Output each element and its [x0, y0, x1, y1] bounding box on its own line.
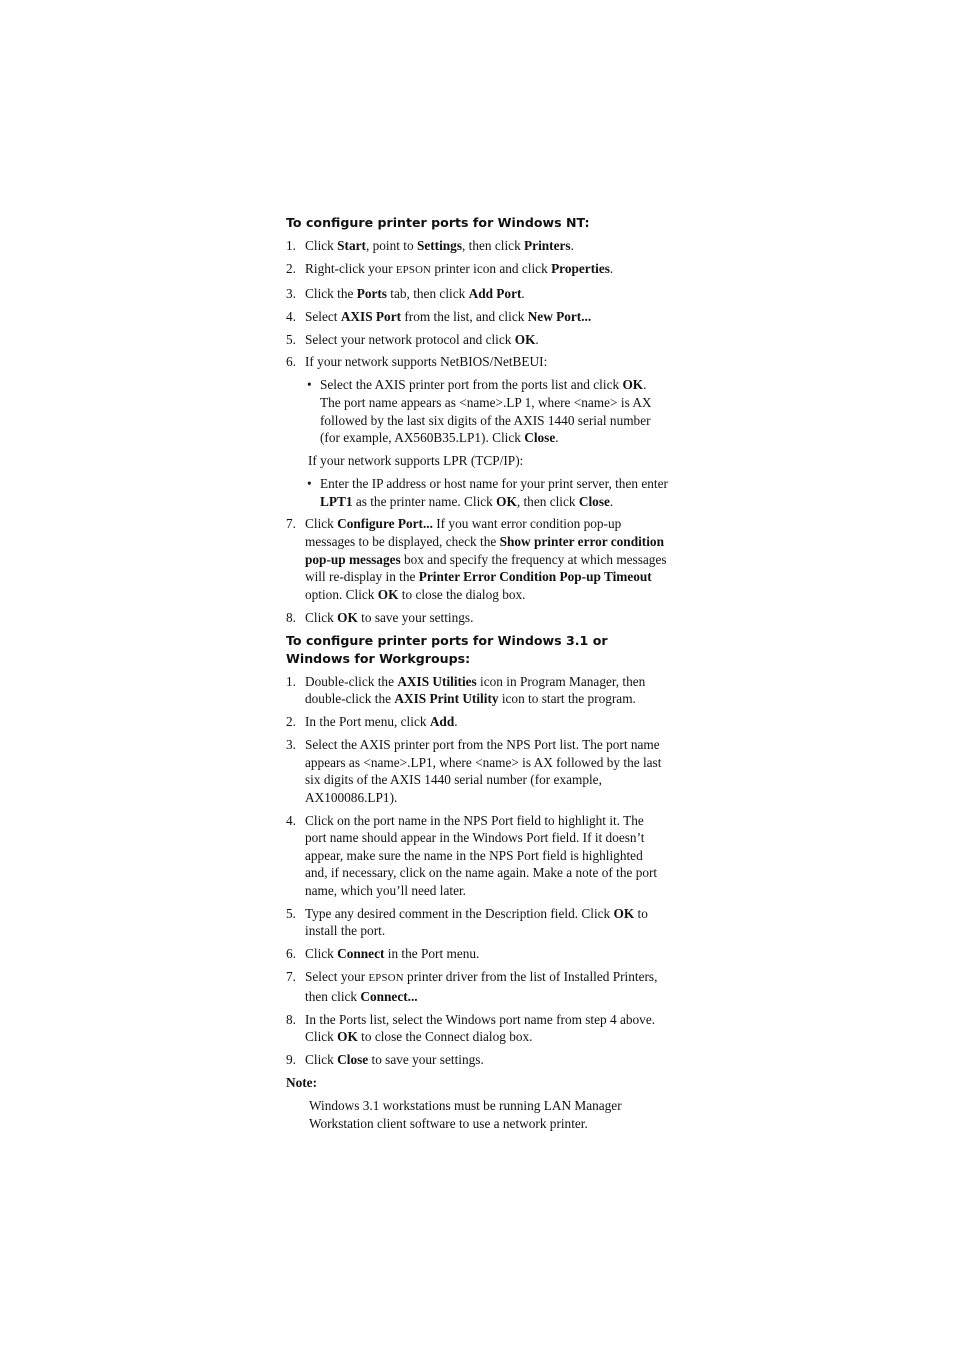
step-text: In the Ports list, select the Windows port name from step 4 above. Click: [305, 1011, 656, 1045]
ui-term: OK: [337, 1029, 358, 1045]
ui-term: OK: [377, 586, 399, 602]
bullet-text: .: [609, 493, 614, 509]
step-item: [286, 237, 668, 255]
step-text: Select your: [305, 969, 369, 985]
step-number: 1.: [286, 673, 296, 689]
step-item: [286, 812, 668, 900]
step-text: , then click: [462, 238, 525, 253]
ui-term: OK: [496, 493, 517, 509]
step-number: 6.: [286, 946, 296, 962]
step-text: from the list, and click: [401, 308, 528, 324]
step-text: Right-click your: [305, 260, 396, 276]
ui-term: Close: [578, 493, 610, 509]
step-text: box and specify the frequency at which messages will re-display in the: [305, 551, 667, 585]
section-heading-windows-31: [286, 632, 668, 668]
step-text: Click: [305, 1052, 338, 1068]
ui-term: Ports: [356, 285, 387, 301]
ui-term: Connect: [337, 946, 385, 962]
steps-list-windows-nt: [286, 237, 668, 626]
step-number: 1.: [286, 238, 296, 253]
ui-term: Properties: [551, 260, 610, 276]
ui-term: Connect...: [360, 988, 418, 1004]
step-item: [286, 1051, 668, 1069]
note-label: Note:: [286, 1075, 318, 1091]
step-item: [286, 353, 668, 510]
ui-term: Close: [337, 1052, 369, 1068]
step-number: 4.: [286, 812, 296, 828]
ui-term: Close: [524, 430, 556, 446]
step-number: 7.: [286, 516, 296, 532]
step-text: icon in Program Manager, then double-click the: [305, 673, 646, 707]
step-item: [286, 609, 668, 627]
bullet-text: Select the AXIS printer port from the ports list and click: [320, 377, 623, 393]
step-number: 7.: [286, 969, 296, 985]
step-number: 8.: [286, 1011, 296, 1027]
ui-term: Start: [337, 238, 366, 253]
bullet-item: [305, 376, 668, 446]
ui-term: New Port...: [527, 308, 592, 324]
step-text: to close the Connect dialog box.: [357, 1029, 533, 1045]
heading-line: Windows for Workgroups:: [286, 650, 471, 666]
ui-term: OK: [613, 905, 635, 921]
heading-line: To configure printer ports for Windows 3.1 or: [286, 632, 608, 648]
bullet-text: Enter the IP address or host name for your print server, then enter: [320, 475, 668, 491]
step-text: to install the port.: [305, 905, 648, 939]
ui-term: Printers: [524, 238, 571, 253]
step-number: 4.: [286, 308, 296, 324]
ui-term: AXIS Port: [340, 308, 402, 324]
bullet-text: as the printer name. Click: [352, 493, 497, 509]
step-number: 2.: [286, 714, 296, 730]
ui-term: AXIS Utilities: [397, 673, 477, 689]
step-item: [286, 673, 668, 708]
note-text: Windows 3.1 workstations must be running LAN Manager Workstation client software to use a network printer.: [309, 1097, 622, 1131]
ui-term: Add: [429, 714, 455, 730]
step-text: Click: [305, 609, 338, 625]
bullet-item: [305, 475, 668, 510]
bullet-text: . The port name appears as <name>.LP 1, where <name> is AX followed by the last six digits of the AXIS 1440 serial number (for example, AX560B35.LP1). Click: [320, 377, 652, 446]
step-text: Select your network protocol and click: [305, 331, 515, 347]
step-text: .: [535, 331, 539, 347]
ui-term: OK: [622, 377, 644, 393]
step-text: Type any desired comment in the Description field. Click: [305, 905, 614, 921]
bullet-marker: •: [307, 475, 312, 491]
step-item: [286, 905, 668, 940]
step-text: to close the dialog box.: [398, 586, 526, 602]
step-item: [286, 331, 668, 349]
step-item: [286, 515, 668, 603]
step-number: 3.: [286, 285, 296, 301]
ui-term: Settings: [416, 238, 463, 253]
step-item: [286, 1011, 668, 1046]
step-number: 5.: [286, 905, 296, 921]
steps-list-windows-31: [286, 673, 668, 1069]
ui-term: LPT1: [320, 493, 353, 509]
step-text: Select the AXIS printer port from the NPS Port list. The port name appears as <name>.LP1, where <name> is AX followed by the last six digits of the AXIS 1440 serial number (for example, AX100086.LP1).: [305, 736, 662, 805]
step-text: If your network supports NetBIOS/NetBEUI:: [305, 354, 548, 370]
step-text: Click: [305, 946, 338, 962]
bullet-list: [305, 475, 668, 510]
step-text: printer icon and click: [431, 260, 552, 276]
bullet-text: , then click: [516, 493, 579, 509]
step-text: , point to: [365, 238, 417, 253]
step-text: to save your settings.: [357, 609, 474, 625]
step-text: .: [521, 285, 525, 301]
bullet-text: .: [555, 430, 559, 446]
ui-term: OK: [514, 331, 536, 347]
step-text: In the Port menu, click: [305, 714, 430, 730]
step-text: Click: [305, 516, 338, 532]
step-number: 8.: [286, 609, 296, 625]
step-text: option. Click: [305, 586, 378, 602]
document-body: [286, 214, 668, 1132]
step-text: If you want error condition pop-up messages to be displayed, check the: [305, 516, 622, 549]
step-text: to save your settings.: [368, 1052, 484, 1068]
ui-term: Add Port: [468, 285, 522, 301]
step-text: Select: [305, 308, 341, 324]
step-text: tab, then click: [386, 285, 469, 301]
step-text: printer driver from the list of Installed Printers, then click: [305, 969, 658, 1004]
lpr-paragraph: If your network supports LPR (TCP/IP):: [308, 453, 524, 469]
ui-term: AXIS Print Utility: [394, 691, 499, 707]
step-item: [286, 713, 668, 731]
step-item: [286, 308, 668, 326]
step-text: .: [454, 714, 458, 730]
step-number: 6.: [286, 354, 296, 370]
step-number: 9.: [286, 1052, 296, 1068]
ui-term: Show printer error condition pop-up messages: [305, 533, 664, 567]
step-item: [286, 260, 668, 280]
ui-term: Printer Error Condition Pop-up Timeout: [418, 569, 652, 585]
step-number: 5.: [286, 331, 296, 347]
step-text: in the Port menu.: [384, 946, 480, 962]
step-text: icon to start the program.: [498, 691, 636, 707]
step-text: Click the: [305, 285, 357, 301]
bullet-marker: •: [307, 377, 312, 393]
step-text: Click on the port name in the NPS Port field to highlight it. The port name should appear in the Windows Port field. If it doesn’t appear, make sure the name in the NPS Port field is highlighted and, if necessary, click on the name again. Make a note of the port name, which you’ll need later.: [305, 812, 658, 898]
step-number: 3.: [286, 736, 296, 752]
ui-term: Configure Port...: [337, 516, 433, 532]
step-item: [286, 968, 668, 1005]
ui-term: OK: [337, 609, 358, 625]
step-text: Click: [305, 238, 338, 253]
step-item: [286, 945, 668, 963]
step-number: 2.: [286, 260, 296, 276]
step-item: [286, 285, 668, 303]
section-heading-windows-nt: To configure printer ports for Windows NT:: [286, 215, 590, 230]
step-text: Double-click the: [305, 673, 398, 689]
step-text: .: [570, 238, 574, 253]
step-item: [286, 736, 668, 806]
bullet-list: [305, 376, 668, 446]
step-text: .: [609, 260, 614, 276]
brand-name: EPSON: [368, 972, 404, 985]
brand-name: EPSON: [395, 263, 432, 276]
